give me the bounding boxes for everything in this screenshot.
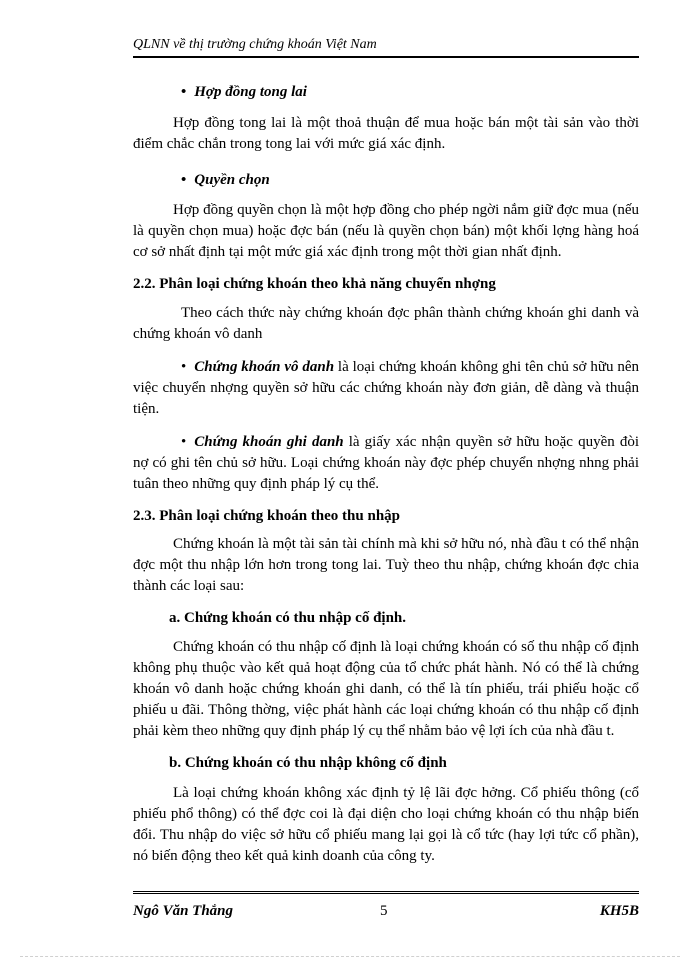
bearer-term: Chứng khoán vô danh	[194, 359, 335, 375]
registered-term: Chứng khoán ghi danh	[194, 434, 344, 450]
page-number: 5	[380, 903, 388, 919]
bullet-heading-options	[181, 170, 639, 190]
bearer-text: là loại chứng khoán không ghi tên chủ sở hữu nên việc chuyển nhợng quyền sở hữu các chứng khoán này đơn giản, dễ dàng và thuận tiện.	[133, 359, 639, 417]
bullet-icon: •	[181, 434, 187, 450]
header-rule	[133, 56, 639, 58]
section-2-3-heading: 2.3. Phân loại chứng khoán theo thu nhập	[133, 508, 401, 524]
bearer-securities-paragraph	[133, 357, 639, 420]
subsection-a-heading: a. Chứng khoán có thu nhập cố định.	[169, 610, 407, 626]
bullet-icon: •	[181, 84, 187, 100]
futures-heading: Hợp đồng tong lai	[194, 84, 307, 100]
subsection-b-heading: b. Chứng khoán có thu nhập không cố định	[169, 755, 447, 771]
footer-rule	[133, 891, 639, 894]
registered-securities-paragraph	[133, 432, 639, 495]
section-2-2-intro	[133, 303, 639, 345]
subsection-a-text: Chứng khoán có thu nhập cố định là loại chứng khoán có số thu nhập cố định không phụ thuộc vào kết quả hoạt động của tổ chức phát hành. Nó có thể là chứng khoán vô danh hoặc chứng khoán ghi danh, có thể là tín phiếu, trái phiếu hoặc cổ phiếu u đãi. Thông thờng, việc phát hành các loại chứng khoán có thu nhập cố định phải kèm theo những quy định pháp lý cụ thể nhằm bảo vệ lợi ích của nhà đầu t.	[133, 639, 639, 739]
subsection-a-paragraph	[133, 637, 639, 742]
section-2-2-heading: 2.2. Phân loại chứng khoán theo khả năng chuyển nhợng	[133, 276, 496, 292]
registered-text: là giấy xác nhận quyền sở hữu hoặc quyền đòi nợ có ghi tên chủ sở hữu. Loại chứng khoán này đợc phép chuyển nhợng nhng phải tuân theo những quy định pháp lý cụ thể.	[133, 434, 639, 492]
subsection-b-paragraph	[133, 783, 639, 867]
section-2-3-intro-text: Chứng khoán là một tài sản tài chính mà khi sở hữu nó, nhà đầu t có thể nhận đợc một thu nhập lớn hơn trong tong lai. Tuỳ theo thu nhập, chứng khoán đợc chia thành các loại sau:	[133, 536, 639, 594]
subsection-b-text: Là loại chứng khoán không xác định tỷ lệ lãi đợc hởng. Cổ phiếu thông (cổ phiếu phổ thông) có thể đợc coi là đại diện cho loại chứng khoán có thu nhập biến đổi. Thu nhập do việc sở hữu cổ phiếu mang lại gọi là cổ tức (hay lợi tức cổ phần), nó biến động theo kết quả kinh doanh của công ty.	[133, 785, 639, 864]
options-heading: Quyền chọn	[194, 172, 270, 188]
bullet-icon: •	[181, 172, 187, 188]
running-header: QLNN về thị trường chứng khoán Việt Nam	[133, 37, 377, 52]
options-text: Hợp đồng quyền chọn là một hợp đồng cho phép ngời nắm giữ đợc mua (nếu là quyền chọn mua) hoặc đợc bán (nếu là quyền chọn bán) một khối lợng hàng hoá cơ sở nhất định tại một mức giá xác định trong một thời gian nhất định.	[133, 202, 639, 260]
page-edge	[20, 956, 680, 957]
footer-class: KH5B	[599, 903, 639, 919]
section-2-2-intro-text: Theo cách thức này chứng khoán đợc phân thành chứng khoán ghi danh và chứng khoán vô danh	[133, 305, 639, 342]
bullet-heading-futures	[181, 82, 639, 102]
futures-text: Hợp đồng tong lai là một thoả thuận để mua hoặc bán một tài sản vào thời điểm chắc chắn trong tong lai với mức giá xác định.	[133, 115, 639, 152]
options-paragraph	[133, 200, 639, 263]
page-body	[133, 82, 639, 867]
section-2-3-intro	[133, 534, 639, 597]
footer-author: Ngô Văn Thắng	[133, 903, 234, 919]
bullet-icon: •	[181, 359, 187, 375]
futures-paragraph	[133, 113, 639, 155]
